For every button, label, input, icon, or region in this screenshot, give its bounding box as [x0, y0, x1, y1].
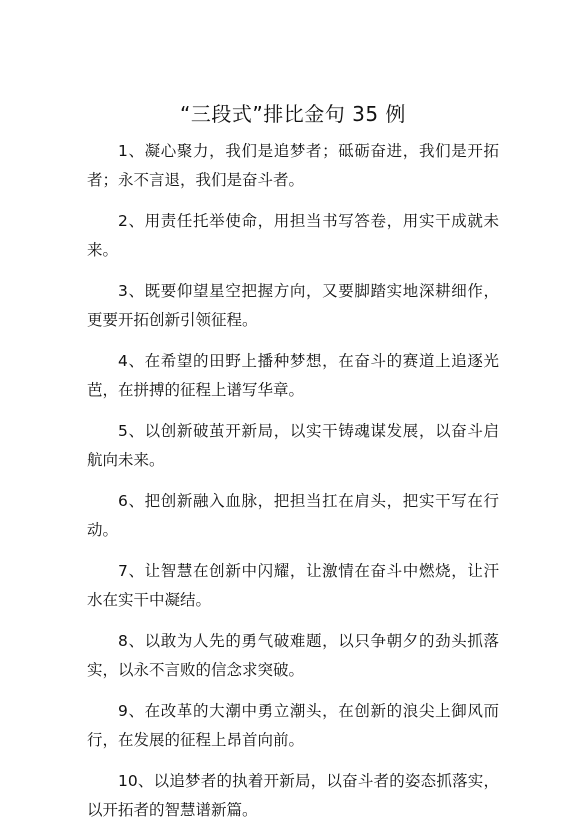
paragraph-6: 6、把创新融入血脉，把担当扛在肩头，把实干写在行动。	[87, 492, 499, 539]
paragraph-3: 3、既要仰望星空把握方向，又要脚踏实地深耕细作，更要开拓创新引领征程。	[87, 282, 499, 329]
paragraph-1: 1、凝心聚力，我们是追梦者；砥砺奋进，我们是开拓者；永不言退，我们是奋斗者。	[87, 142, 499, 189]
paragraph-5: 5、以创新破茧开新局，以实干铸魂谋发展，以奋斗启航向未来。	[87, 422, 499, 469]
paragraph-9: 9、在改革的大潮中勇立潮头，在创新的浪尖上御风而行，在发展的征程上昂首向前。	[87, 702, 499, 749]
page-title: “三段式”排比金句 35 例	[180, 102, 406, 126]
paragraph-10: 10、以追梦者的执着开新局，以奋斗者的姿态抓落实，以开拓者的智慧谱新篇。	[87, 772, 499, 819]
paragraph-7: 7、让智慧在创新中闪耀，让激情在奋斗中燃烧，让汗水在实干中凝结。	[87, 562, 499, 609]
paragraph-4: 4、在希望的田野上播种梦想，在奋斗的赛道上追逐光芭，在拼搏的征程上谱写华章。	[87, 352, 499, 399]
paragraph-8: 8、以敢为人先的勇气破难题，以只争朝夕的劲头抓落实，以永不言败的信念求突破。	[87, 632, 499, 679]
paragraph-2: 2、用责任托举使命，用担当书写答卷，用实干成就未来。	[87, 212, 499, 259]
document-body	[87, 137, 499, 837]
